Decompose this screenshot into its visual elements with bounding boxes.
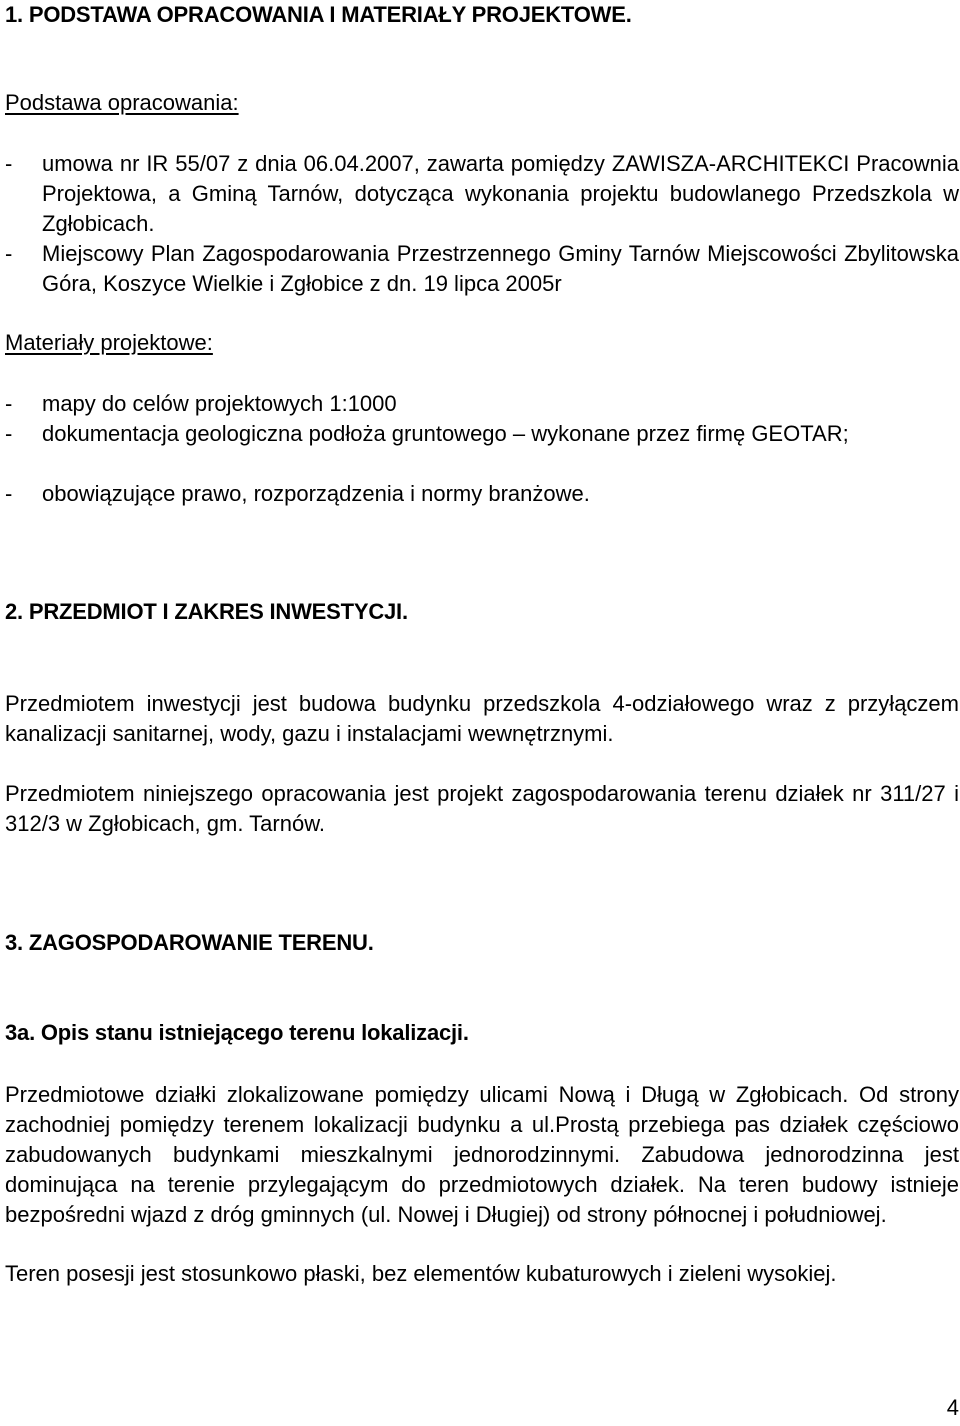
materials-item-text: mapy do celów projektowych 1:1000: [42, 391, 397, 416]
materials-item-text: obowiązujące prawo, rozporządzenia i normy branżowe.: [42, 481, 590, 506]
basis-item: [5, 239, 959, 299]
materials-label-text: Materiały projektowe:: [5, 330, 213, 355]
basis-item-text: umowa nr IR 55/07 z dnia 06.04.2007, zawarta pomiędzy ZAWISZA-ARCHITEKCI Pracownia Projektowa, a Gminą Tarnów, dotycząca wykonania projektu budowlanego Przedszkola w Zgłobicach.: [42, 151, 959, 236]
list-dash: -: [5, 481, 13, 506]
document-page: [5, 0, 959, 1426]
section-2-paragraph: Przedmiotem niniejszego opracowania jest projekt zagospodarowania terenu działek nr 311/27 i 312/3 w Zgłobicach, gm. Tarnów.: [5, 781, 959, 836]
section-2-heading: 2. PRZEDMIOT I ZAKRES INWESTYCJI.: [5, 599, 408, 624]
basis-item: [5, 149, 959, 239]
list-dash: -: [5, 241, 13, 266]
materials-item: [5, 419, 959, 449]
materials-item: [5, 389, 959, 419]
section-2-paragraph: Przedmiotem inwestycji jest budowa budynku przedszkola 4-odziałowego wraz z przyłączem kanalizacji sanitarnej, wody, gazu i instalacjami wewnętrznymi.: [5, 691, 959, 746]
materials-label: [5, 328, 959, 358]
section-1-heading: 1. PODSTAWA OPRACOWANIA I MATERIAŁY PROJEKTOWE.: [5, 2, 632, 27]
list-dash: -: [5, 421, 13, 446]
basis-label-text: Podstawa opracowania:: [5, 90, 239, 115]
section-3a-paragraph: Teren posesji jest stosunkowo płaski, bez elementów kubaturowych i zieleni wysokiej.: [5, 1261, 837, 1286]
list-dash: -: [5, 151, 13, 176]
list-dash: -: [5, 391, 13, 416]
materials-item-text: dokumentacja geologiczna podłoża gruntowego – wykonane przez firmę GEOTAR;: [42, 421, 849, 446]
section-3a-paragraph: Przedmiotowe działki zlokalizowane pomiędzy ulicami Nową i Długą w Zgłobicach. Od strony zachodniej pomiędzy terenem lokalizacji budynku a ul.Prostą przebiega pas działek częściowo zabudowanych budynkami mieszkalnymi jednorodzinnymi. Zabudowa jednorodzinna jest dominująca na terenie przylegającym do przedmiotowych działek. Na teren budowy istnieje bezpośredni wjazd z dróg gminnych (ul. Nowej i Długiej) od strony północnej i południowej.: [5, 1082, 959, 1227]
basis-label: [5, 88, 959, 118]
materials-item: [5, 479, 959, 509]
section-3-heading: 3. ZAGOSPODAROWANIE TERENU.: [5, 930, 374, 955]
basis-item-text: Miejscowy Plan Zagospodarowania Przestrzennego Gminy Tarnów Miejscowości Zbylitowska Góra, Koszyce Wielkie i Zgłobice z dn. 19 lipca 2005r: [42, 241, 959, 296]
page-number: 4: [946, 1395, 959, 1420]
section-3a-subheading: 3a. Opis stanu istniejącego terenu lokalizacji.: [5, 1020, 469, 1045]
